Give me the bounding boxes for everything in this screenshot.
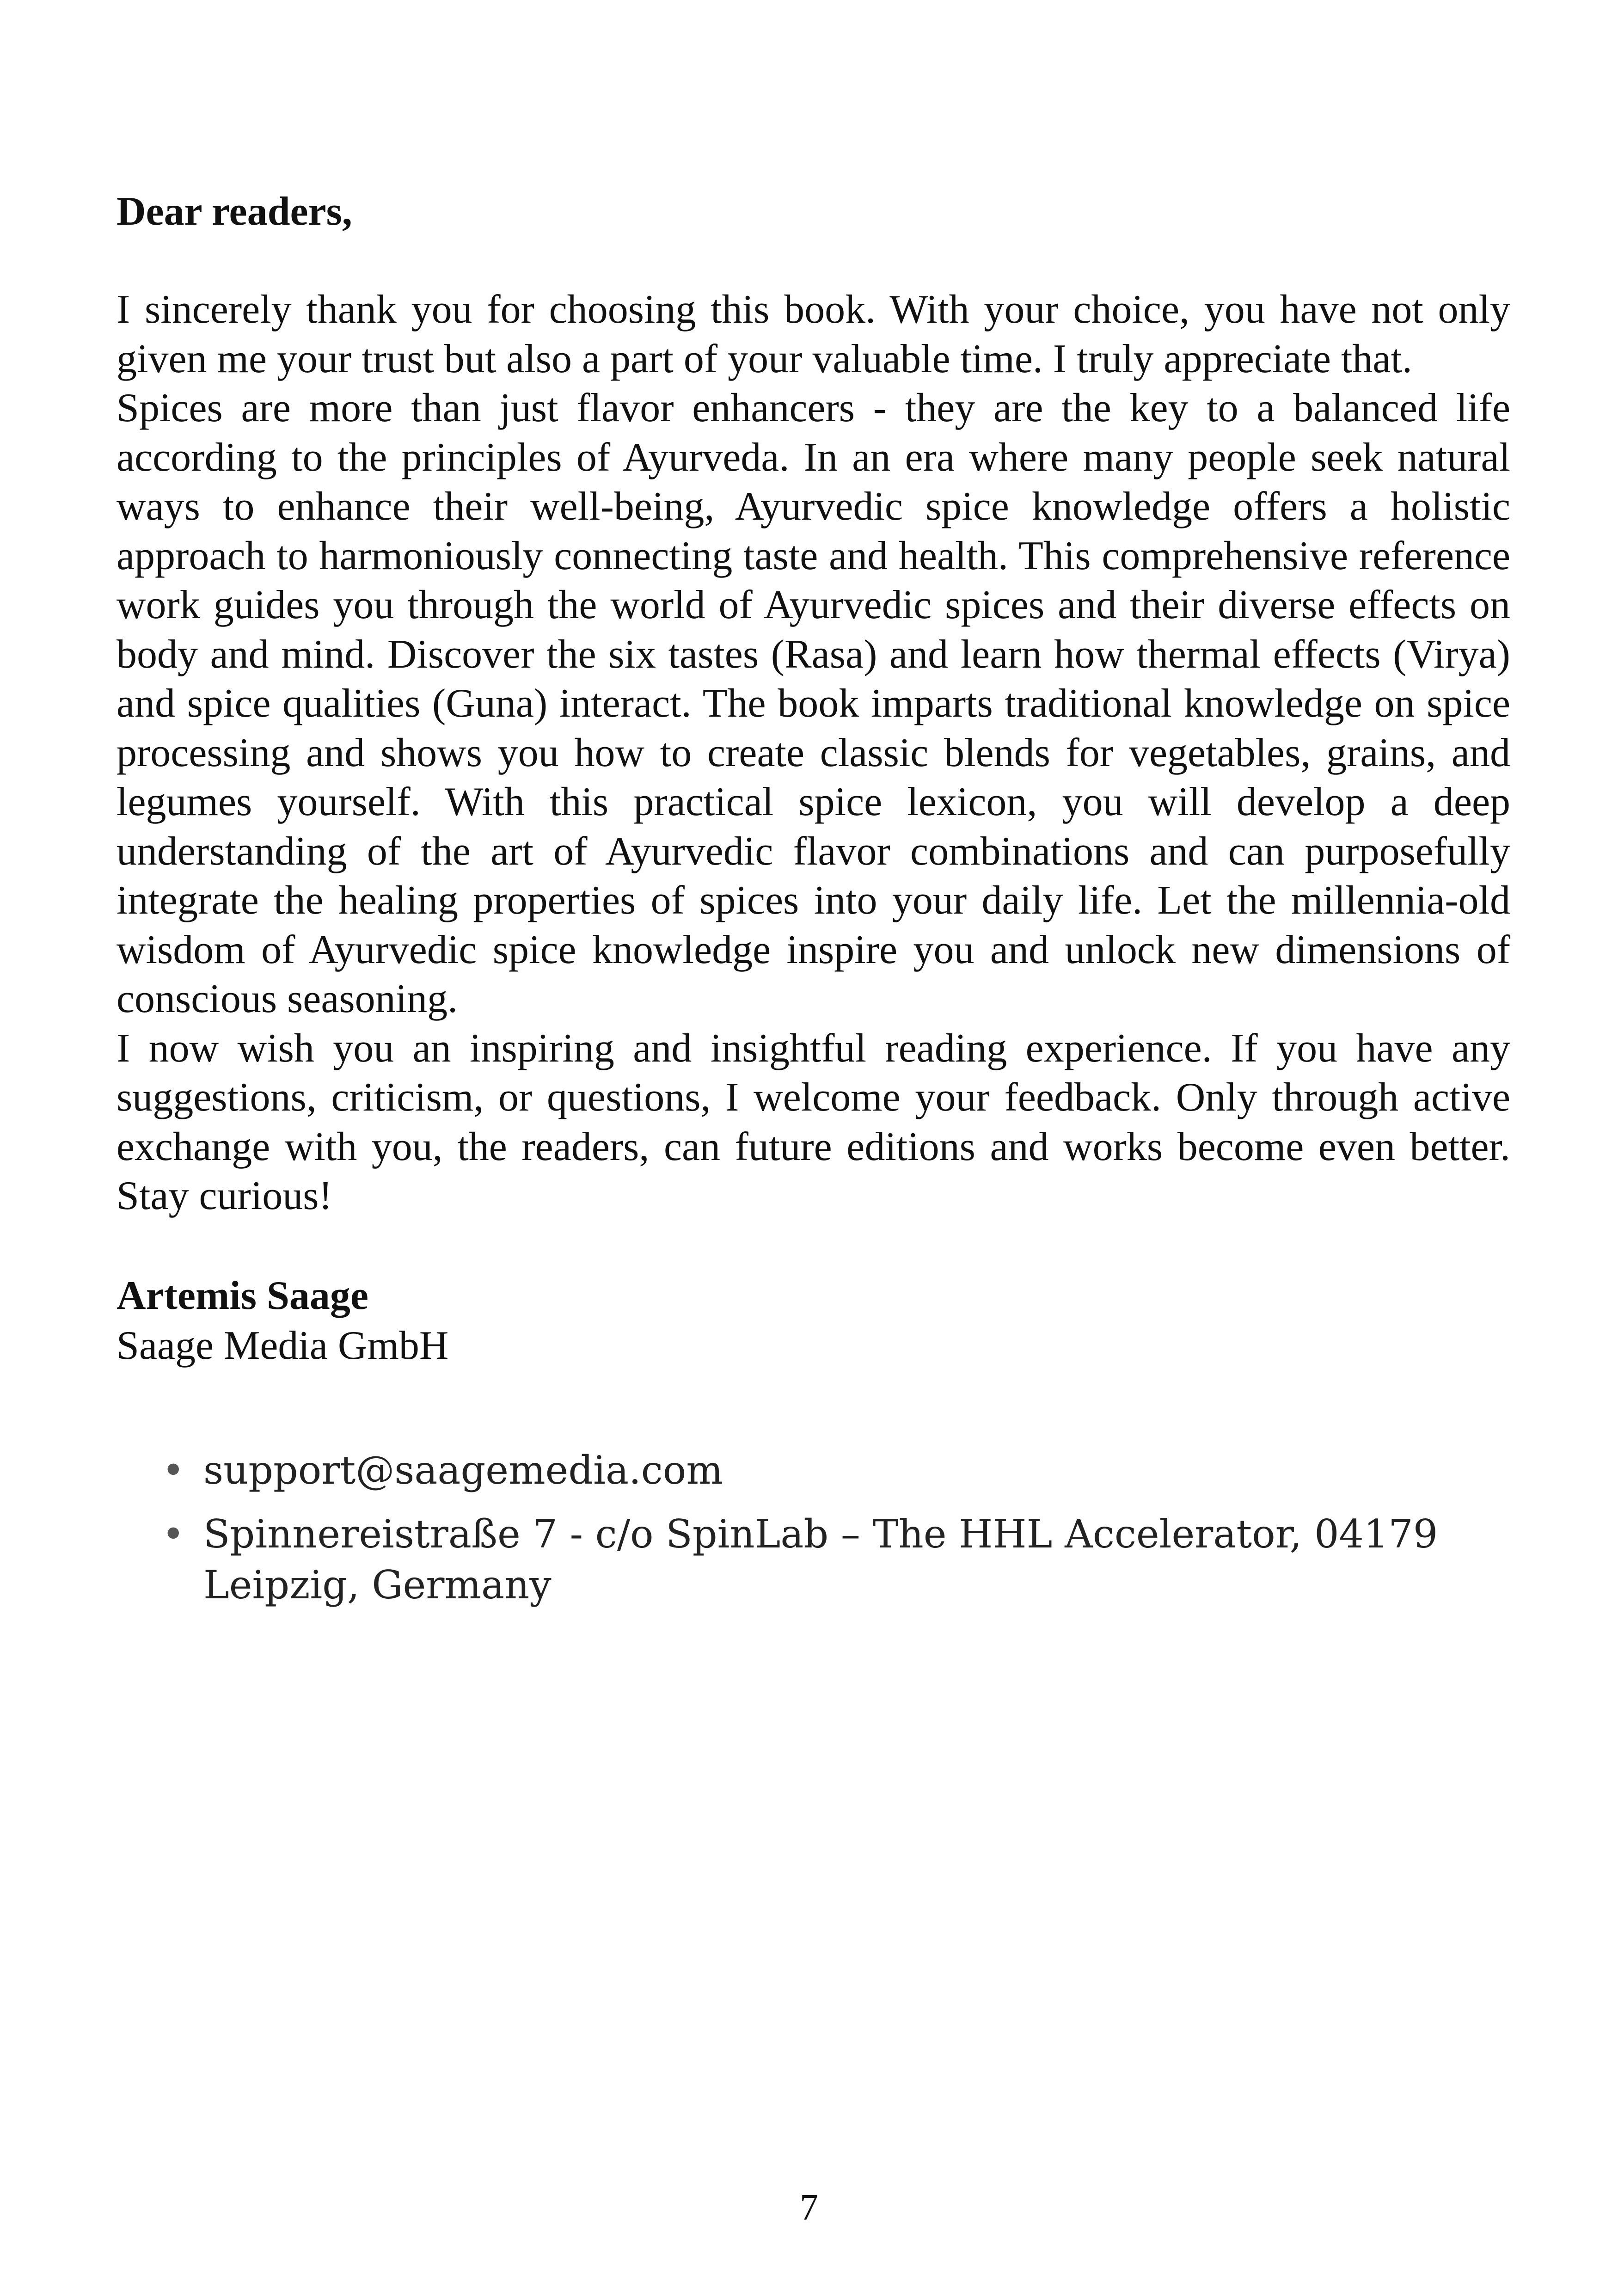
page-number: 7 <box>800 2187 818 2228</box>
signature-block <box>116 1271 1510 1371</box>
letter-body <box>116 285 1510 1221</box>
bullet-icon: • <box>162 1511 185 1557</box>
list-item-address <box>116 1509 1510 1610</box>
paragraph-thanks: I sincerely thank you for choosing this book. With your choice, you have not only given me your trust but also a part of your valuable time. I truly appreciate that. <box>116 287 1510 381</box>
address-line-1: Spinnereistraße 7 - c/o SpinLab – The HHL Accelerator, 04179 <box>203 1511 1438 1557</box>
paragraph-spices: Spices are more than just flavor enhancers - they are the key to a balanced life according to the principles of Ayurveda. In an era where many people seek natural ways to enhance their well-being, Ayurvedic spice knowledge offers a holistic approach to harmoniously connecting taste and health. This comprehensive reference work guides you through the world of Ayurvedic spices and their diverse effects on body and mind. Discover the six tastes (Rasa) and learn how thermal effects (Virya) and spice qualities (Guna) interact. The book imparts traditional knowledge on spice processing and shows you how to create classic blends for vegetables, grains, and legumes yourself. With this practical spice lexicon, you will develop a deep understanding of the art of Ayurvedic flavor combinations and can purposefully integrate the healing properties of spices into your daily life. Let the millennia-old wisdom of Ayurvedic spice knowledge inspire you and unlock new dimensions of conscious seasoning. <box>116 386 1510 1021</box>
contact-list <box>116 1445 1510 1610</box>
list-item-email <box>116 1445 1510 1496</box>
author-name: Artemis Saage <box>116 1273 368 1318</box>
salutation: Dear readers, <box>116 189 352 234</box>
email-link[interactable]: support@saagemedia.com <box>203 1447 723 1493</box>
paragraph-closing: I now wish you an inspiring and insightful reading experience. If you have any suggestions, criticism, or questions, I welcome your feedback. Only through active exchange with you, the readers, can future editions and works become even better. Stay curious! <box>116 1025 1510 1218</box>
company-name: Saage Media GmbH <box>116 1323 449 1368</box>
address-line-2: Leipzig, Germany <box>203 1562 552 1608</box>
bullet-icon: • <box>162 1447 185 1493</box>
letter-content <box>116 187 1510 1623</box>
